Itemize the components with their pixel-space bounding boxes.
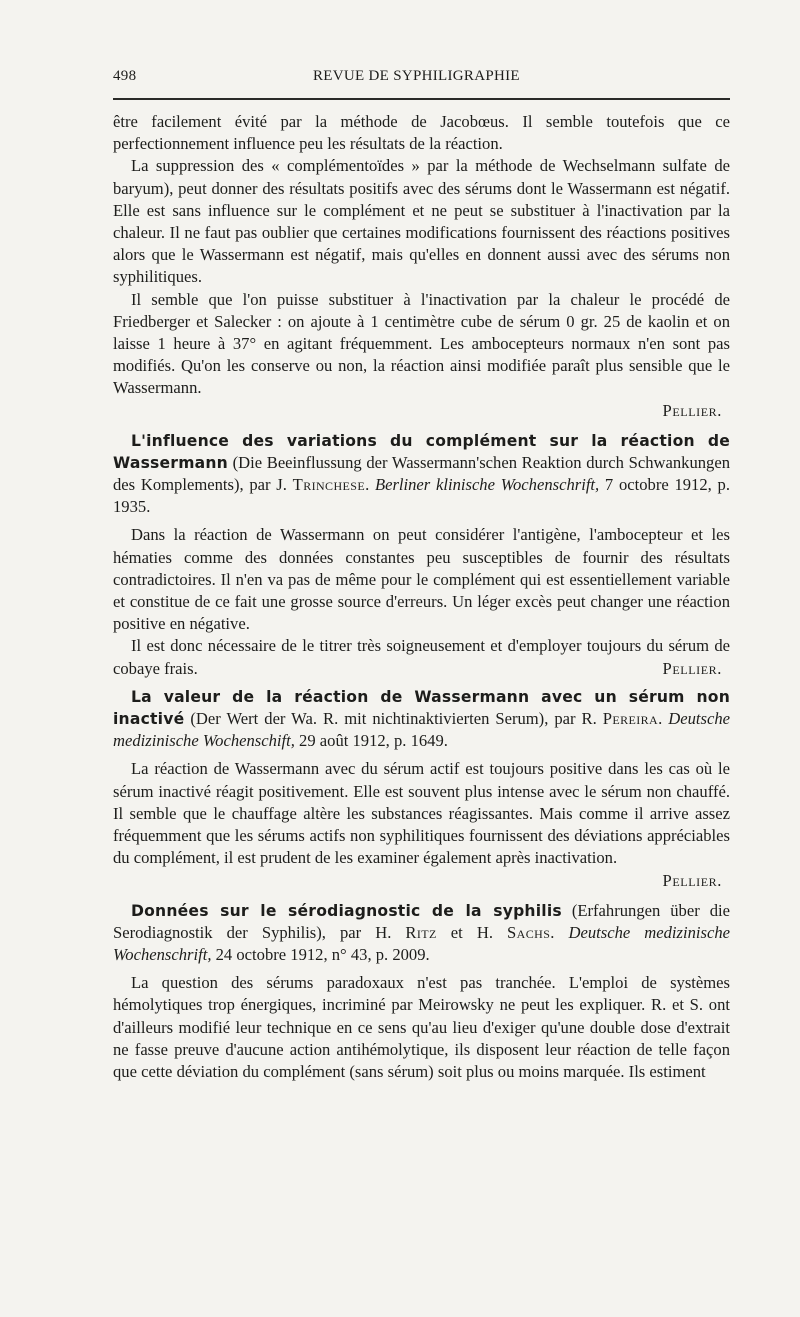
entry-1-paragraph-2-text: Il est donc nécessaire de le titrer très soigneusement et d'employer toujours du sérum de cobaye frais.	[113, 636, 730, 678]
review-entry-2	[113, 686, 730, 894]
entry-1-author: Trinchese	[292, 475, 366, 495]
entry-3-heading	[113, 900, 730, 967]
entry-2-journal: Deutsche medizinische Wochenschift,	[113, 709, 731, 751]
entry-2-ref-end: 29 août 1912, p. 1649.	[294, 731, 448, 751]
review-entry-1	[113, 430, 730, 680]
article-body	[113, 111, 730, 1083]
entry-3-ref-end: 24 octobre 1912, n° 43, p. 2009.	[211, 944, 430, 964]
entry-2-author: Pereira	[602, 709, 659, 729]
intro-paragraph-3: Il semble que l'on puisse substituer à l'inactivation par la chaleur le procédé de Friedberger et Salecker : on ajoute à 1 centimètre cube de sérum 0 gr. 25 de kaolin et on laisse 1 heure à 37° en agitant fréquemment. Les ambocepteurs normaux n'en sont pas modifiés. Qu'on les conserve ou non, la réaction ainsi modifiée paraît plus sensible que le Wassermann.	[113, 289, 730, 398]
entry-1-ref-separator: .	[365, 475, 375, 495]
review-entry-3	[113, 900, 730, 1084]
intro-paragraph-1: être facilement évité par la méthode de Jacobœus. Il semble toutefois que ce perfectionnement influence peu les résultats de la réaction.	[113, 112, 730, 154]
entry-3-journal: Deutsche medizinische Wochenschrift,	[113, 922, 730, 964]
intro-paragraph-2: La suppression des « complémentoïdes » par la méthode de Wechselmann sulfate de baryum), peut donner des résultats positifs avec des sérums dont le Wassermann est négatif. Elle est sans influence sur le complément et ne peut se substituer à l'inactivation par la chaleur. Il ne faut pas oublier que certaines modifications fournissent des réactions positives alors que le Wassermann est négatif, mais qu'elles en donnent aussi avec des sérums non syphilitiques.	[113, 156, 730, 287]
entry-3-title: Données sur le sérodiagnostic de la syphilis	[131, 901, 562, 920]
entry-3-ref-separator: .	[550, 922, 569, 942]
entry-3-reference: (Erfahrungen über die Serodiagnostik der Syphilis), par H.	[113, 900, 730, 942]
intro-signature: Pellier.	[662, 400, 722, 420]
running-title: REVUE DE SYPHILIGRAPHIE	[313, 68, 520, 84]
page-header	[113, 68, 730, 98]
entry-2-signature: Pellier.	[662, 870, 722, 890]
header-rule	[113, 98, 730, 100]
entry-3-author-2: Sachs	[507, 922, 551, 942]
entry-3-author-1: Ritz	[405, 922, 437, 942]
entry-2-heading	[113, 686, 730, 753]
entry-2-paragraph-1: La réaction de Wassermann avec du sérum actif est toujours positive dans les cas où le sérum inactivé réagit positivement. Elle est souvent plus intense avec le sérum non chauffé. Il semble que le chauffage altère les substances réagissantes. Mais comme il arrive assez fréquemment que les sérums actifs non syphilitiques fournissent des déviations appréciables du complément, il est prudent de les examiner également après inactivation.	[113, 759, 730, 868]
entry-1-paragraph-2	[113, 635, 730, 679]
entry-1-journal: Berliner klinische Wochenschrift,	[374, 475, 600, 495]
entry-3-paragraph-1: La question des sérums paradoxaux n'est pas tranchée. L'emploi de systèmes hémolytiques trop énergiques, incriminé par Meirowsky ne peut les expliquer. R. et S. ont d'ailleurs modifié leur technique en ce sens qu'au lieu d'exiger qu'une double dose d'extrait ne fasse preuve d'aucune action antihémolytique, ils disposent leur réaction de telle façon que cette déviation du complément (sans sérum) soit plus ou moins marquée. Ils estiment	[113, 973, 730, 1081]
entry-1-paragraph-1: Dans la réaction de Wassermann on peut considérer l'antigène, l'ambocepteur et les hématies comme des données constantes peu susceptibles de fournir des résultats contradictoires. Il n'en va pas de même pour le complément qui est essentiellement variable et constitue de ce fait une grosse source d'erreurs. Un léger excès peut changer une réaction positive en négative.	[113, 525, 730, 634]
entry-1-signature: Pellier.	[662, 658, 722, 678]
entry-2-title: La valeur de la réaction de Wassermann avec un sérum non inactivé	[113, 687, 730, 729]
entry-1-reference: (Die Beeinflussung der Wassermann'schen Reaktion durch Schwankungen des Komplements), par J.	[113, 452, 730, 495]
entry-2-reference: (Der Wert der Wa. R. mit nichtinaktivierten Serum), par R.	[184, 709, 603, 729]
entry-3-ref-mid: et H.	[436, 922, 508, 942]
page-number: 498	[113, 68, 137, 84]
entry-1-title: L'influence des variations du complément sur la réaction de Wassermann	[113, 431, 730, 472]
entry-1-heading	[113, 430, 730, 519]
entry-2-ref-separator: .	[658, 709, 669, 729]
entry-1-ref-end: 7 octobre 1912, p. 1935.	[113, 475, 730, 517]
